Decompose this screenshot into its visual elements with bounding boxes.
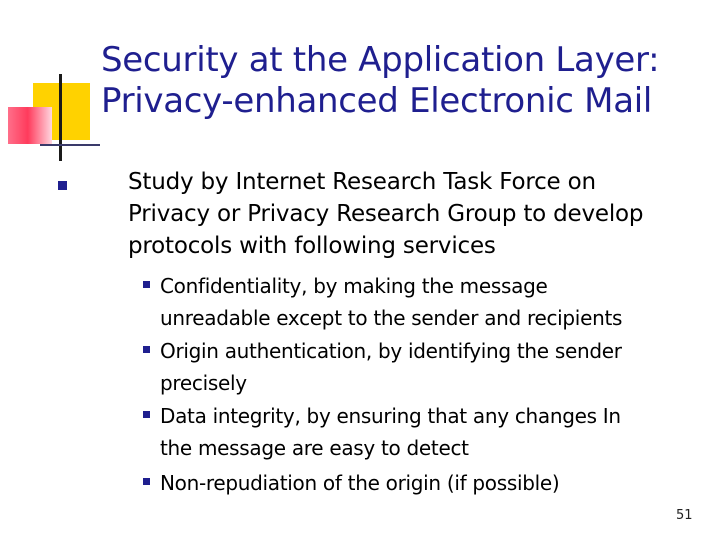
sub-bullet-line: Data integrity, by ensuring that any changes In bbox=[160, 404, 621, 428]
slide-title bbox=[101, 40, 701, 122]
square-bullet-icon bbox=[143, 478, 150, 485]
deco-vertical-line bbox=[59, 74, 62, 161]
sub-bullet-line: precisely bbox=[160, 371, 247, 395]
main-bullet-line: Study by Internet Research Task Force on bbox=[128, 169, 596, 195]
square-bullet-icon bbox=[143, 281, 150, 288]
sub-bullet-line: unreadable except to the sender and recipients bbox=[160, 306, 623, 330]
page-number: 51 bbox=[676, 508, 693, 523]
deco-horizontal-line bbox=[40, 144, 100, 146]
main-bullet-text bbox=[128, 166, 708, 262]
sub-bullet-text bbox=[160, 467, 700, 499]
sub-bullet-line: Confidentiality, by making the message bbox=[160, 274, 548, 298]
main-bullet-line: Privacy or Privacy Research Group to develop bbox=[128, 201, 644, 227]
sub-bullet-text bbox=[160, 335, 700, 399]
sub-bullet-line: Non-repudiation of the origin (if possible) bbox=[160, 471, 560, 495]
title-line: Security at the Application Layer: bbox=[101, 40, 660, 80]
decorative-logo bbox=[0, 0, 110, 170]
square-bullet-icon bbox=[58, 181, 67, 190]
main-bullet-line: protocols with following services bbox=[128, 233, 496, 259]
sub-bullet-text bbox=[160, 270, 700, 334]
title-line: Privacy-enhanced Electronic Mail bbox=[101, 81, 653, 121]
square-bullet-icon bbox=[143, 411, 150, 418]
sub-bullet-line: the message are easy to detect bbox=[160, 436, 469, 460]
sub-bullet-line: Origin authentication, by identifying the sender bbox=[160, 339, 622, 363]
square-bullet-icon bbox=[143, 346, 150, 353]
deco-red-bar bbox=[8, 107, 52, 144]
sub-bullet-text bbox=[160, 400, 700, 464]
